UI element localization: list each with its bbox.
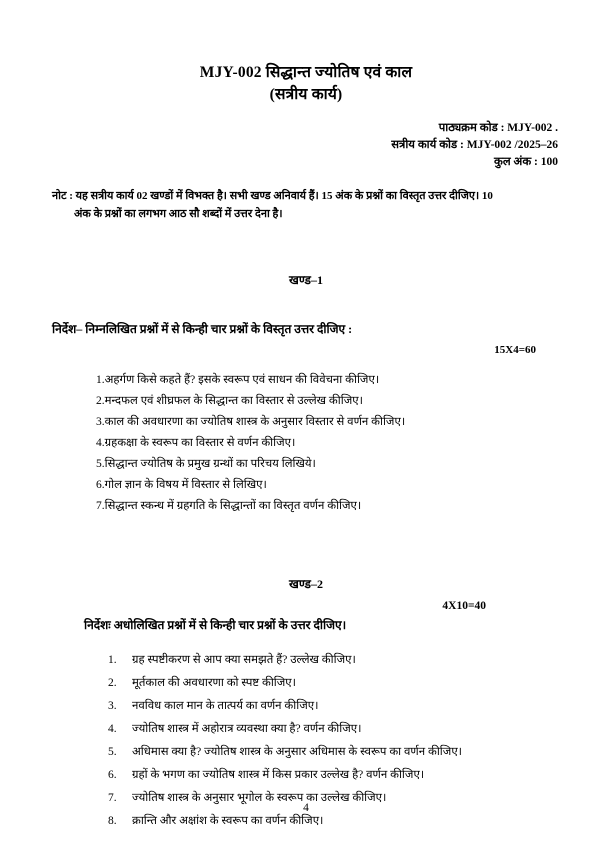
list-item-text: ज्योतिष शास्त्र के अनुसार भूगोल के स्वरूप का उल्लेख कीजिए। — [132, 792, 387, 804]
list-item — [108, 764, 560, 787]
list-item-text: क्रान्ति और अक्षांश के स्वरूप का वर्णन कीजिए। — [132, 815, 324, 827]
list-item: 1.अहर्गण किसे कहते हैं? इसके स्वरूप एवं साधन की विवेचना कीजिए। — [96, 374, 380, 386]
list-item — [108, 718, 560, 741]
list-item: 5.सिद्धान्त ज्योतिष के प्रमुख ग्रन्थों का परिचय लिखिये। — [96, 458, 316, 470]
title-line-2: (सत्रीय कार्य) — [269, 86, 343, 103]
list-item-number: 4. — [108, 723, 117, 735]
list-item-text: ग्रहों के भगण का ज्योतिष शास्त्र में किस प्रकार उल्लेख है? वर्णन कीजिए। — [132, 769, 425, 781]
section-1-marks: 15X4=60 — [494, 344, 536, 356]
section-2-instruction: निर्देशः अधोलिखित प्रश्नों में से किन्ही चार प्रश्नों के उत्तर दीजिए। — [84, 618, 347, 632]
section-1-heading: खण्ड–1 — [289, 273, 323, 287]
list-item-text: अधिमास क्या है? ज्योतिष शास्त्र के अनुसार अधिमास के स्वरूप का वर्णन कीजिए। — [132, 746, 463, 758]
note-block — [52, 187, 560, 223]
list-item — [108, 649, 560, 672]
list-item-number: 6. — [108, 769, 117, 781]
section-1-instruction: निर्देश– निम्नलिखित प्रश्नों में से किन्ही चार प्रश्नों के विस्तृत उत्तर दीजिए : — [52, 322, 353, 336]
list-item: 3.काल की अवधारणा का ज्योतिष शास्त्र के अनुसार विस्तार से वर्णन कीजिए। — [96, 416, 406, 428]
document-page — [0, 62, 612, 854]
meta-assignment-code: सत्रीय कार्य कोड : MJY-002 /2025–26 — [391, 139, 558, 151]
list-item-number: 2. — [108, 677, 117, 689]
list-item-number: 5. — [108, 746, 117, 758]
list-item — [108, 695, 560, 718]
course-meta — [52, 120, 560, 171]
list-item: 2.मन्दफल एवं शीघ्रफल के सिद्धान्त का विस्तार से उल्लेख कीजिए। — [96, 395, 363, 407]
note-line-1: नोट : यह सत्रीय कार्य 02 खण्डों में विभक्त है। सभी खण्ड अनिवार्य हैं। 15 अंक के प्रश्नों का विस्तृत उत्तर दीजिए। 10 — [52, 190, 493, 202]
meta-total-marks: कुल अंक : 100 — [494, 156, 558, 168]
list-item-number: 7. — [108, 792, 117, 804]
meta-course-code: पाठ्यक्रम कोड : MJY-002 . — [438, 122, 558, 134]
list-item — [108, 672, 560, 695]
title-line-1: MJY-002 सिद्धान्त ज्योतिष एवं काल — [199, 64, 413, 81]
note-line-2: अंक के प्रश्नों का लगभग आठ सौ शब्दों में उत्तर देना है। — [74, 208, 283, 220]
page-number: 4 — [303, 802, 309, 814]
list-item: 7.सिद्धान्त स्कन्ध में ग्रहगति के सिद्धान्तों का विस्तृत वर्णन कीजिए। — [96, 500, 362, 512]
list-item: 6.गोल ज्ञान के विषय में विस्तार से लिखिए। — [96, 479, 267, 491]
section-1-question-list — [52, 370, 560, 517]
list-item-text: ज्योतिष शास्त्र में अहोरात्र व्यवस्था क्या है? वर्णन कीजिए। — [132, 723, 362, 735]
list-item-text: नवविध काल मान के तात्पर्य का वर्णन कीजिए। — [132, 700, 319, 712]
list-item — [108, 741, 560, 764]
page-title — [52, 62, 560, 106]
list-item-text: ग्रह स्पष्टीकरण से आप क्या समझते हैं? उल्लेख कीजिए। — [132, 654, 356, 666]
section-2-marks: 4X10=40 — [442, 600, 486, 612]
list-item-number: 8. — [108, 815, 117, 827]
section-2-heading: खण्ड–2 — [289, 577, 323, 591]
list-item-number: 1. — [108, 654, 117, 666]
list-item-text: मूर्तकाल की अवधारणा को स्पष्ट कीजिए। — [132, 677, 297, 689]
list-item-number: 3. — [108, 700, 117, 712]
list-item: 4.ग्रहकक्षा के स्वरूप का विस्तार से वर्णन कीजिए। — [96, 437, 296, 449]
